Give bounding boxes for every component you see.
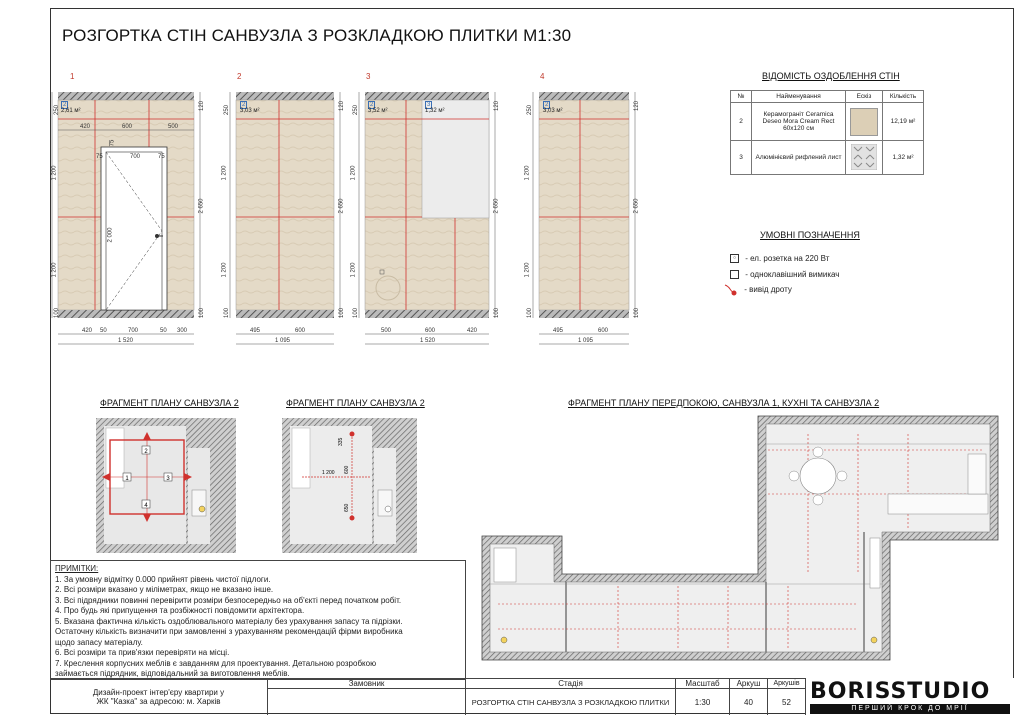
plan-title-2: ФРАГМЕНТ ПЛАНУ САНВУЗЛА 2 <box>286 398 425 408</box>
finish-table <box>730 90 924 175</box>
wall-4-bottom-dim: 600 <box>598 328 609 334</box>
note-line: 1. За умовну відмітку 0.000 прийнят рівень чистої підлоги. <box>55 574 271 584</box>
wall-2-left-dim: 1 200 <box>221 165 228 181</box>
plan-mark: 3 <box>166 476 170 482</box>
wall-3-number: 3 <box>366 72 371 81</box>
sheets-total: 52 <box>768 689 806 715</box>
finish-row-no: 2 <box>731 103 752 141</box>
sheets-label: Аркушів <box>768 679 806 689</box>
wall-1-left-dim: 100 <box>54 307 61 319</box>
note-line: 2. Всі розміри вказано у міліметрах, якщо не вказано інше. <box>55 585 274 594</box>
wall-1-top-dim: 600 <box>122 124 133 130</box>
project-name: Дизайн-проект інтер'єру квартири у ЖК "Казка" за адресою: м. Харків <box>50 679 268 715</box>
wall-4-left-dim: 1 200 <box>524 165 531 181</box>
wall-2-number: 2 <box>237 72 242 81</box>
finish-col-name: Найменування <box>752 91 846 103</box>
wall-1-door-dim: 700 <box>130 154 141 160</box>
tile-swatch-icon <box>850 108 878 136</box>
table-row <box>731 103 924 141</box>
scale-label: Масштаб <box>676 679 730 689</box>
note-line: 5. Вказана фактична кількість оздоблювального матеріалу без урахування запасу та підрізки. <box>55 616 403 626</box>
note-line: Остаточну кількість визначити при замовленні з урахуванням рекомендацій фірми виробника <box>55 627 403 636</box>
wall-4-bottom-dim: 495 <box>553 328 564 334</box>
wall-4-right-dim: 120 <box>634 100 641 112</box>
wall-2-right-dim: 120 <box>339 100 346 112</box>
wall-1-total: 1 520 <box>118 338 134 344</box>
socket-icon: ○ <box>730 254 739 263</box>
wall-1-top-dim: 500 <box>168 124 179 130</box>
wall-2-right-dim: 2 650 <box>338 198 345 214</box>
wall-3-left-dim: 250 <box>353 104 360 116</box>
sheet-number: 40 <box>730 689 768 715</box>
wall-1-number: 1 <box>70 72 75 81</box>
customer-value <box>268 689 466 715</box>
aluminium-swatch-icon <box>851 144 877 170</box>
wall-4-total: 1 095 <box>578 338 594 344</box>
bathroom-plan-2 <box>282 418 417 553</box>
wall-3-area-2: 3 1,32 м² <box>425 102 445 114</box>
wall-4-area: 2 3,03 м² <box>543 102 563 114</box>
note-line: 3. Всі підрядники повинні перевірити розміри безпосередньо на об'єкті перед початком робіт. <box>55 595 402 605</box>
table-row <box>731 141 924 175</box>
plan-dim: 650 <box>344 503 350 512</box>
wall-1-left-dim: 250 <box>54 104 61 116</box>
finish-col-qty: Кількість <box>883 91 924 103</box>
finish-col-sketch: Ескіз <box>846 91 883 103</box>
finish-row-qty: 1,32 м² <box>883 141 924 175</box>
note-line: щодо запасу матеріалу. <box>55 637 143 647</box>
legend-item: ○ - ел. розетка на 220 Вт <box>730 254 829 263</box>
wire-outlet-icon <box>724 284 738 296</box>
wall-3-left-dim: 100 <box>353 307 360 319</box>
wall-2-right-dim: 100 <box>339 307 346 319</box>
wall-2-left-dim: 1 200 <box>221 262 228 278</box>
switch-icon <box>730 270 739 279</box>
wall-1-top-dim: 420 <box>80 124 91 130</box>
finish-row-name: Керамограніт Ceramica Deseo Mora Cream Rect 60x120 см <box>752 103 846 141</box>
wall-3-left-dim: 1 200 <box>350 165 357 181</box>
wall-2-bottom-dim: 495 <box>250 328 261 334</box>
wall-4-left-dim: 250 <box>527 104 534 116</box>
plan-dim: 1 200 <box>322 470 335 476</box>
wall-4-left-dim: 1 200 <box>524 262 531 278</box>
studio-logo <box>806 678 1014 714</box>
finish-table-title: ВІДОМІСТЬ ОЗДОБЛЕННЯ СТІН <box>762 71 900 81</box>
wall-3-right-dim: 100 <box>494 307 501 319</box>
notes-title: ПРИМІТКИ: <box>55 564 99 573</box>
wall-4-number: 4 <box>540 72 545 81</box>
plan-dim: 335 <box>338 437 344 446</box>
wall-1-door-height-dim: 2 000 <box>107 227 114 243</box>
wall-4-elevation <box>539 92 629 318</box>
wall-1-bottom-dim: 50 <box>100 328 107 334</box>
stage-label: Стадія <box>466 679 676 689</box>
wall-1-door-dim: 75 <box>96 154 103 160</box>
finish-col-no: № <box>731 91 752 103</box>
wall-3-total: 1 520 <box>420 338 436 344</box>
wall-4-left-dim: 100 <box>527 307 534 319</box>
finish-row-swatch <box>846 103 883 141</box>
wall-2-total: 1 095 <box>275 338 291 344</box>
finish-row-swatch <box>846 141 883 175</box>
wall-1-bottom-dim: 300 <box>177 328 188 334</box>
wall-2-area: 2 3,03 м² <box>240 102 260 114</box>
wall-3-bottom-dim: 600 <box>425 328 436 334</box>
wall-3-bottom-dim: 500 <box>381 328 392 334</box>
finish-row-name: Алюмінієвий рифлений лист <box>752 141 846 175</box>
wall-1-bottom-dim: 700 <box>128 328 139 334</box>
plan-title-3: ФРАГМЕНТ ПЛАНУ ПЕРЕДПОКОЮ, САНВУЗЛА 1, КУХНІ ТА САНВУЗЛА 2 <box>568 398 880 408</box>
customer-label: Замовник <box>268 679 466 689</box>
wall-2-elevation <box>236 92 334 318</box>
wall-1-area: 2 2,61 м² <box>61 102 81 114</box>
note-line: 7. Креслення корпусних меблів є завданням для проектування. Детальною розробкою <box>55 658 377 668</box>
plan-title-1: ФРАГМЕНТ ПЛАНУ САНВУЗЛА 2 <box>100 398 239 408</box>
wall-1-bottom-dim: 420 <box>82 328 93 334</box>
wall-1-right-dim: 100 <box>199 307 206 319</box>
note-line: 6. Всі розміри та прив'язки перевіряти на місці. <box>55 648 230 657</box>
wall-3-left-dim: 1 200 <box>350 262 357 278</box>
finish-row-no: 3 <box>731 141 752 175</box>
wall-3-bottom-dim: 420 <box>467 328 478 334</box>
wall-1-door-side-dim: 75 <box>109 139 116 147</box>
wall-3-area: 2 3,52 м² <box>368 102 388 114</box>
wall-3-right-dim: 2 650 <box>493 198 500 214</box>
note-line: 4. Про будь які припущення та розбіжності повідомити архітектора. <box>55 606 305 615</box>
legend-title: УМОВНІ ПОЗНАЧЕННЯ <box>760 230 860 240</box>
bathroom-plan-1 <box>96 418 236 553</box>
sheet-label: Аркуш <box>730 679 768 689</box>
wall-1-right-dim: 120 <box>199 100 206 112</box>
wall-1-left-dim: 1 200 <box>51 165 58 181</box>
plan-mark: 4 <box>144 503 148 509</box>
wall-1-right-dim: 2 650 <box>198 198 205 214</box>
wall-4-right-dim: 100 <box>634 307 641 319</box>
note-line: займається підрядник, відповідальний за виготовлення меблів. <box>55 669 290 678</box>
logo-slogan: ПЕРШИЙ КРОК ДО МРІЇ <box>810 704 1010 714</box>
scale-value: 1:30 <box>676 689 730 715</box>
legend-item: - одноклавішний вимикач <box>730 270 839 279</box>
page-title: РОЗГОРТКА СТІН САНВУЗЛА З РОЗКЛАДКОЮ ПЛИТКИ М1:30 <box>62 26 572 45</box>
logo-name: BORISSTUDIO <box>810 679 991 704</box>
wall-4-right-dim: 2 650 <box>633 198 640 214</box>
wall-2-left-dim: 250 <box>224 104 231 116</box>
wall-3-right-dim: 120 <box>494 100 501 112</box>
plan-mark: 1 <box>125 476 129 482</box>
wall-1-bottom-dim: 50 <box>160 328 167 334</box>
apartment-plan <box>478 414 1008 676</box>
plan-dim: 600 <box>344 465 350 474</box>
finish-table-header <box>731 91 924 103</box>
wall-1-door-dim: 75 <box>158 154 165 160</box>
wall-3-elevation <box>365 92 489 318</box>
finish-row-qty: 12,19 м² <box>883 103 924 141</box>
notes-panel <box>50 560 466 680</box>
wall-2-bottom-dim: 600 <box>295 328 306 334</box>
sheet-name: РОЗГОРТКА СТІН САНВУЗЛА З РОЗКЛАДКОЮ ПЛИТКИ <box>466 689 676 715</box>
plan-mark: 2 <box>144 449 148 455</box>
wall-1-left-dim: 1 200 <box>51 262 58 278</box>
wall-2-left-dim: 100 <box>224 307 231 319</box>
legend-item: - вивід дроту <box>724 284 792 296</box>
